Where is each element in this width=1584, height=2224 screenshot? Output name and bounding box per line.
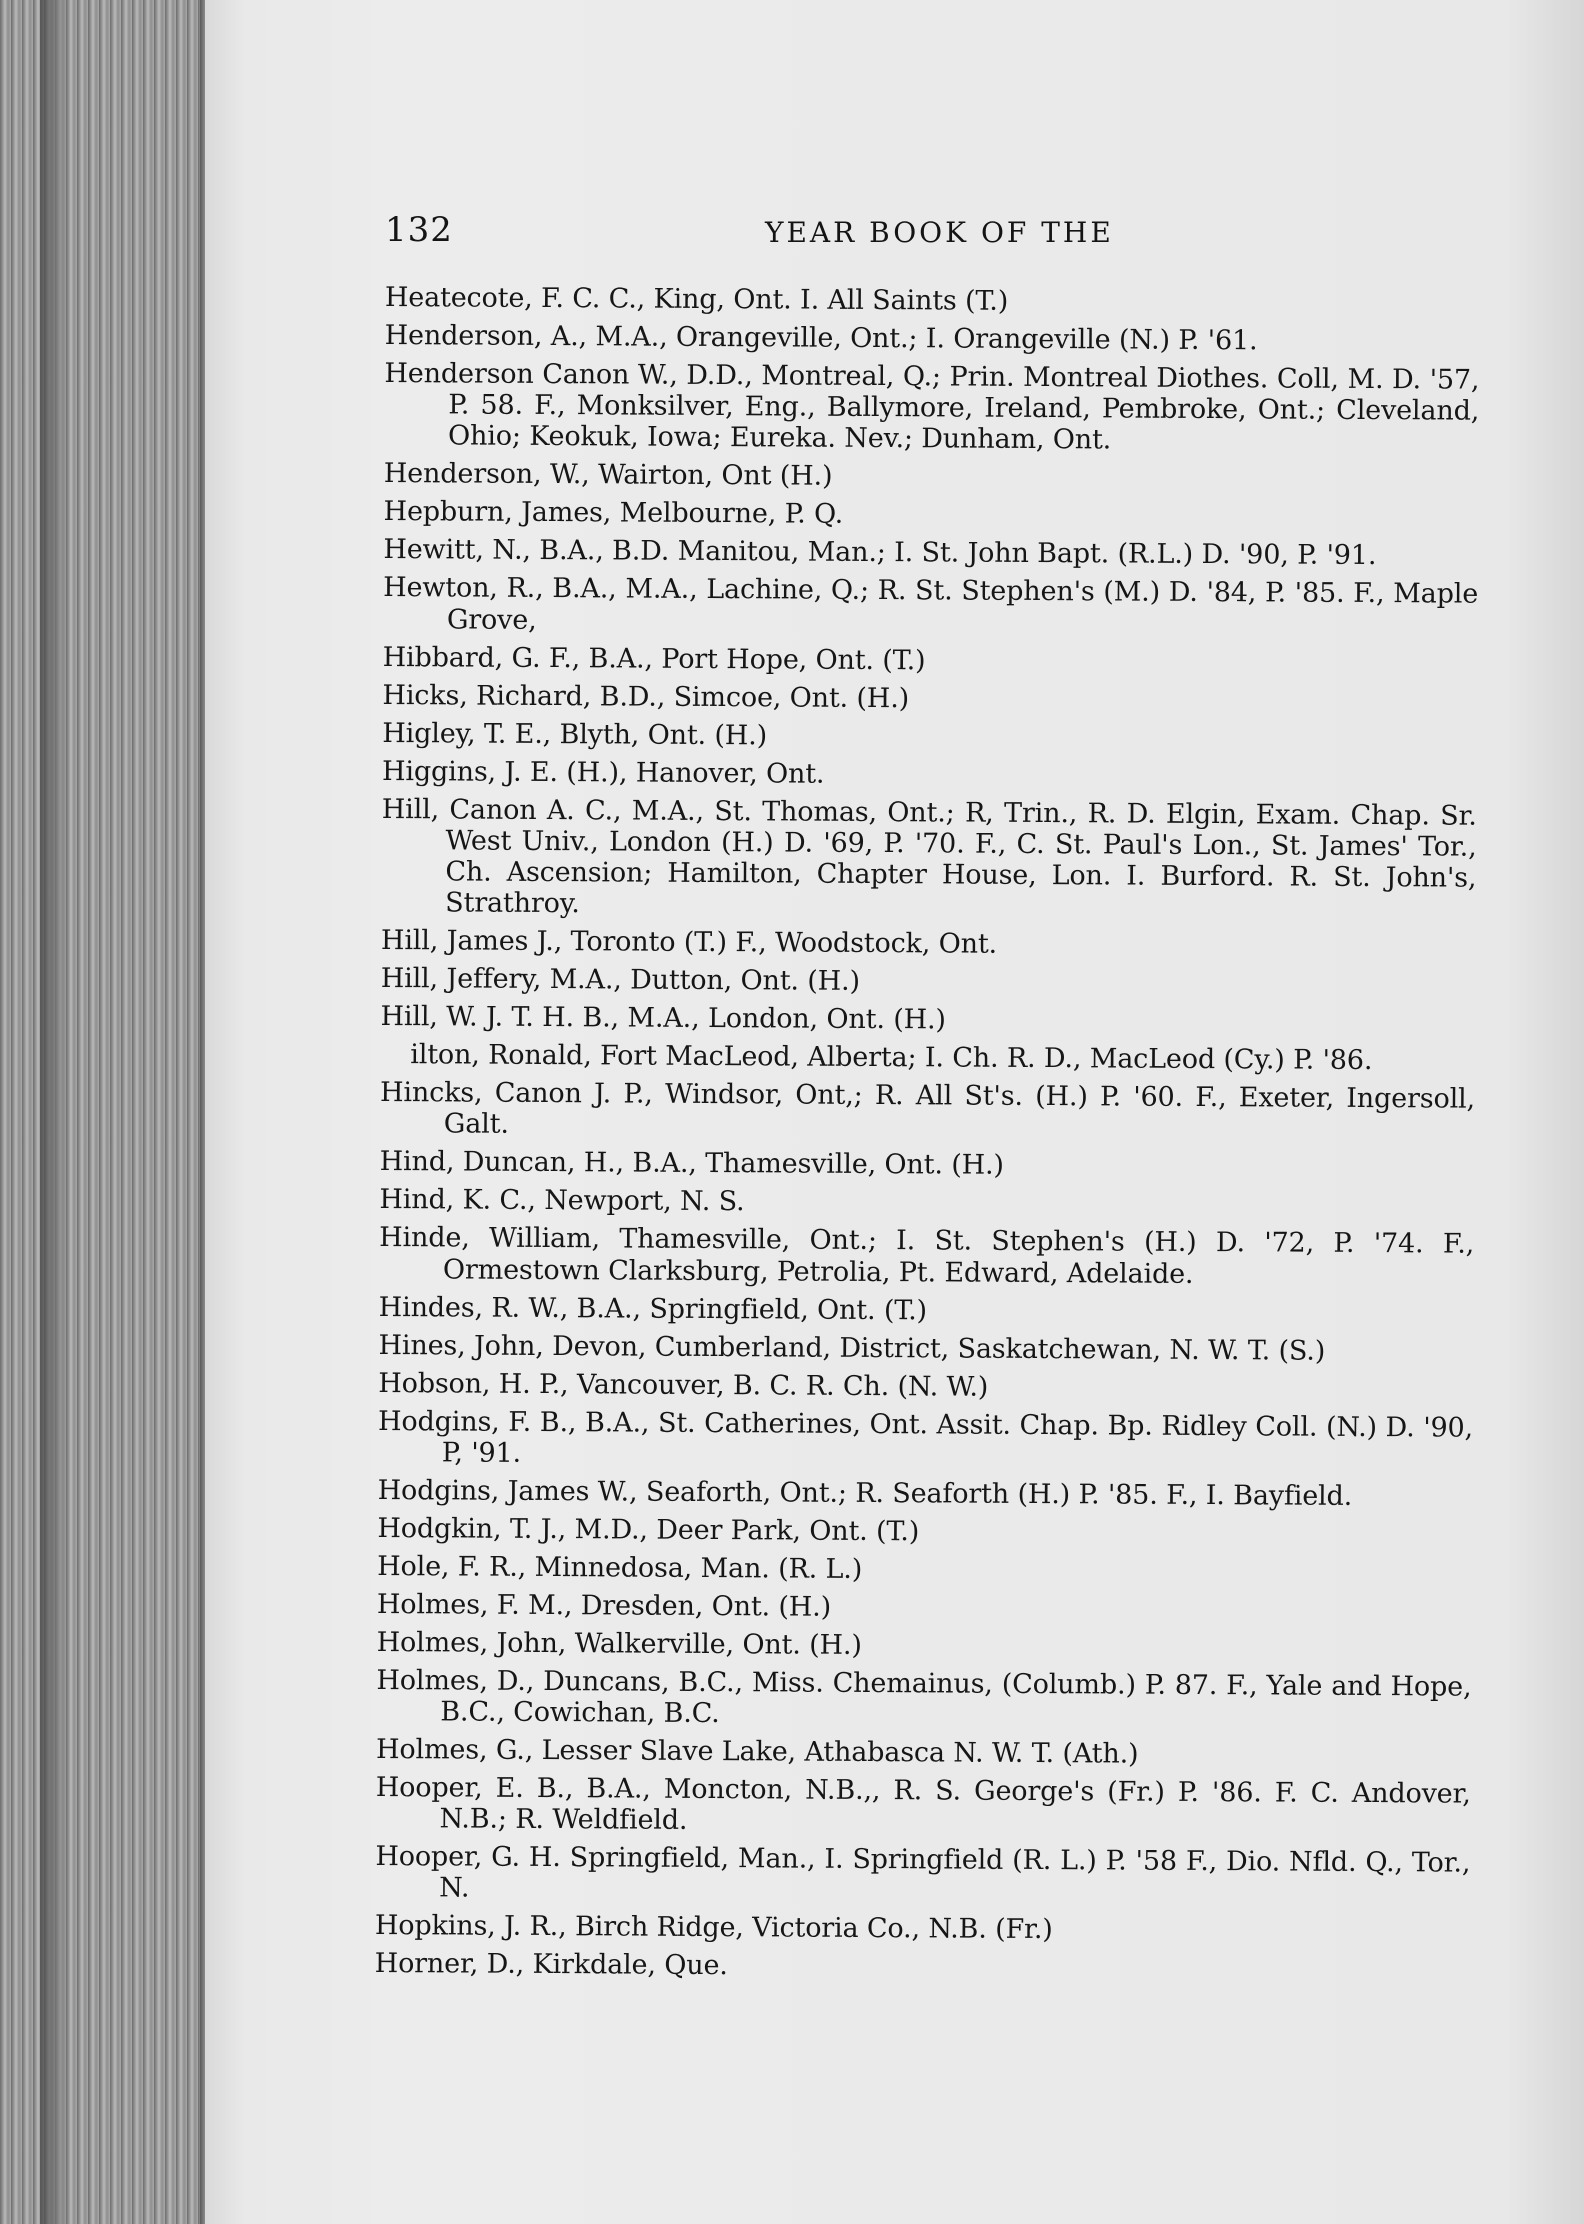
directory-entry: Hooper, E. B., B.A., Moncton, N.B.,, R. S. George's (Fr.) P. '86. F. C. Andover, N.B.; R. Weldfield.: [375, 1772, 1471, 1837]
directory-entry: Hooper, G. H. Springfield, Man., I. Springfield (R. L.) P. '58 F., Dio. Nfld. Q., Tor., N.: [375, 1841, 1471, 1904]
directory-entry: Holmes, John, Walkerville, Ont. (H.): [376, 1626, 862, 1661]
directory-entry: Hill, Jeffery, M.A., Dutton, Ont. (H.): [380, 963, 861, 998]
directory-entry: Henderson, A., M.A., Orangeville, Ont.; I. Orangeville (N.) P. '61.: [384, 319, 1258, 357]
directory-entry: Horner, D., Kirkdale, Que.: [374, 1948, 728, 1982]
directory-entry: Hodgkin, T. J., M.D., Deer Park, Ont. (T.): [377, 1512, 920, 1548]
directory-entry: Hill, W. J. T. H. B., M.A., London, Ont. (H.): [380, 1001, 946, 1036]
directory-entry: Hodgins, F. B., B.A., St. Catherines, Ont. Assit. Chap. Bp. Ridley Coll. (N.) D. '90, P, '91.: [377, 1405, 1474, 1469]
directory-entries: [375, 282, 1480, 1993]
directory-entry: Hole, F. R., Minnedosa, Man. (R. L.): [377, 1550, 863, 1585]
directory-entry: Holmes, G., Lesser Slave Lake, Athabasca N. W. T. (Ath.): [375, 1734, 1139, 1770]
directory-entry: ilton, Ronald, Fort MacLeod, Alberta; I. Ch. R. D., MacLeod (Cy.) P. '86.: [410, 1039, 1373, 1077]
directory-entry: Hill, Canon A. C., M.A., St. Thomas, Ont.; R, Trin., R. D. Elgin, Exam. Chap. Sr. West Univ., London (H.) D. '69, P. '70. F., C. St. Paul's Lon., St. James' Tor., Ch. Ascension; Hamilton, Chapter House, Lon. I. Burford. R. St. John's, Strathroy.: [381, 793, 1477, 920]
directory-entry: Hindes, R. W., B.A., Springfield, Ont. (T.): [378, 1291, 928, 1326]
page-header: [385, 210, 1475, 260]
directory-entry: Hodgins, James W., Seaforth, Ont.; R. Seaforth (H.) P. '85. F., I. Bayfield.: [377, 1474, 1353, 1512]
directory-entry: Higley, T. E., Blyth, Ont. (H.): [382, 717, 768, 751]
directory-entry: Hewitt, N., B.A., B.D. Manitou, Man.; I. St. John Bapt. (R.L.) D. '90, P. '91.: [383, 534, 1377, 572]
directory-entry: Hewton, R., B.A., M.A., Lachine, Q.; R. St. Stephen's (M.) D. '84, P. '85. F., Maple Grove,: [383, 572, 1479, 636]
directory-entry: Hincks, Canon J. P., Windsor, Ont,; R. All St's. (H.) P. '60. F., Exeter, Ingersoll, Galt.: [379, 1077, 1476, 1141]
directory-entry: Henderson Canon W., D.D., Montreal, Q.; Prin. Montreal Diothes. Coll, M. D. '57, P. 58. F., Monksilver, Eng., Ballymore, Ireland, Pembroke, Ont.; Cleveland, Ohio; Keokuk, Iowa; Eureka. Nev.; Dunham, Ont.: [384, 357, 1480, 456]
directory-entry: Hind, K. C., Newport, N. S.: [379, 1184, 745, 1218]
directory-entry: Hibbard, G. F., B.A., Port Hope, Ont. (T.): [382, 641, 926, 676]
binding-shadow: [40, 0, 70, 2224]
directory-entry: Hopkins, J. R., Birch Ridge, Victoria Co., N.B. (Fr.): [374, 1910, 1053, 1946]
directory-entry: Higgins, J. E. (H.), Hanover, Ont.: [381, 755, 825, 790]
directory-entry: Holmes, D., Duncans, B.C., Miss. Chemainus, (Columb.) P. 87. F., Yale and Hope, B.C., Cowichan, B.C.: [376, 1664, 1472, 1730]
directory-entry: Hines, John, Devon, Cumberland, District, Saskatchewan, N. W. T. (S.): [378, 1329, 1326, 1367]
directory-entry: Holmes, F. M., Dresden, Ont. (H.): [376, 1588, 832, 1623]
running-head: YEAR BOOK OF THE: [765, 216, 1114, 249]
directory-entry: Hepburn, James, Melbourne, P. Q.: [383, 496, 844, 531]
directory-entry: Hinde, William, Thamesville, Ont.; I. St. Stephen's (H.) D. '72, P. '74. F., Ormestown Clarksburg, Petrolia, Pt. Edward, Adelaide.: [379, 1222, 1475, 1290]
directory-entry: Hind, Duncan, H., B.A., Thamesville, Ont. (H.): [379, 1146, 1004, 1182]
directory-entry: Heatecote, F. C. C., King, Ont. I. All Saints (T.): [384, 282, 1009, 317]
directory-entry: Hicks, Richard, B.D., Simcoe, Ont. (H.): [382, 679, 910, 714]
directory-entry: Hill, James J., Toronto (T.) F., Woodstock, Ont.: [380, 925, 998, 960]
directory-entry: Henderson, W., Wairton, Ont (H.): [383, 458, 833, 493]
directory-entry: Hobson, H. P., Vancouver, B. C. R. Ch. (N. W.): [378, 1367, 989, 1403]
book-binding-edge: [0, 0, 210, 2224]
page-number: 132: [385, 210, 453, 250]
